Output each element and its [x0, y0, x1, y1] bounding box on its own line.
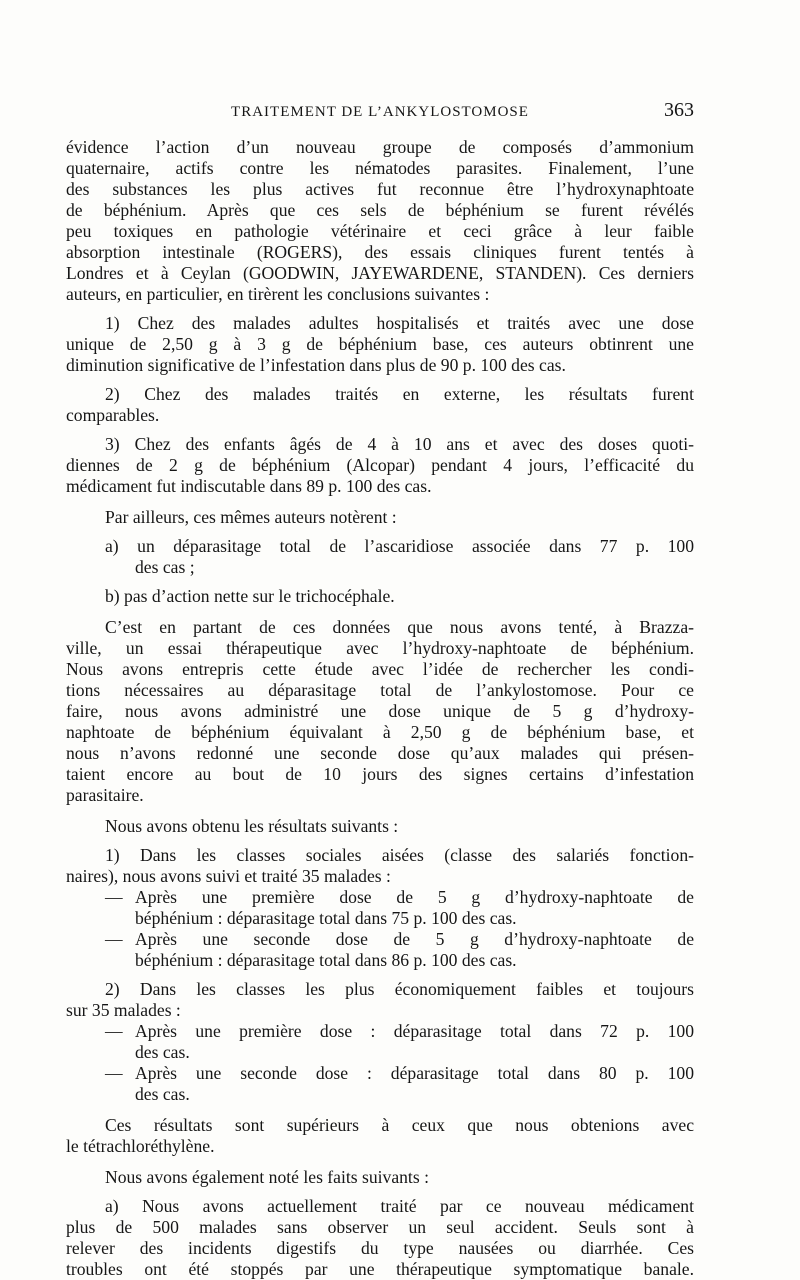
text-line: b) pas d’action nette sur le trichocéphale.: [105, 586, 395, 606]
text-line: tions nécessaires au déparasitage total de l’ankylostomose. Pour ce: [66, 680, 694, 700]
text-line: faire, nous avons administré une dose unique de 5 g d’hydroxy-: [66, 701, 694, 721]
text-line: naphtoate de béphénium équivalant à 2,50 g de béphénium base, et: [66, 722, 694, 742]
text-line: évidence l’action d’un nouveau groupe de composés d’ammonium: [66, 137, 694, 157]
text-line: ville, un essai thérapeutique avec l’hydroxy-naphtoate de béphénium.: [66, 638, 694, 658]
text-line: nous n’avons redonné une seconde dose qu’aux malades qui présen-: [66, 743, 694, 763]
text-line: le tétrachloréthylène.: [66, 1136, 215, 1156]
text-line: quaternaire, actifs contre les nématodes parasites. Finalement, l’une: [66, 158, 694, 178]
text-line: Par ailleurs, ces mêmes auteurs notèrent :: [105, 507, 397, 527]
text-line: taient encore au bout de 10 jours des signes certains d’infestation: [66, 764, 694, 784]
running-header: [66, 96, 694, 126]
body-text: [66, 137, 694, 1280]
text-line: Londres et à Ceylan (GOODWIN, JAYEWARDENE, STANDEN). Ces derniers: [66, 263, 694, 283]
text-line: naires), nous avons suivi et traité 35 malades :: [66, 866, 391, 886]
text-line: béphénium : déparasitage total dans 75 p. 100 des cas.: [135, 908, 517, 928]
text-line: Nous avons également noté les faits suivants :: [105, 1167, 429, 1187]
dash-marker: —: [105, 929, 123, 949]
text-line-content: Après une première dose : déparasitage total dans 72 p. 100: [135, 1021, 694, 1041]
text-line: des cas.: [135, 1042, 190, 1062]
text-line: peu toxiques en pathologie vétérinaire et ceci grâce à leur faible: [66, 221, 694, 241]
page-number: 363: [664, 99, 694, 121]
text-line-content: Après une première dose de 5 g d’hydroxy-naphtoate de: [135, 887, 694, 907]
text-line: 1) Chez des malades adultes hospitalisés et traités avec une dose: [105, 313, 694, 333]
text-line: troubles ont été stoppés par une thérapeutique symptomatique banale.: [66, 1259, 694, 1279]
text-line: C’est en partant de ces données que nous avons tenté, à Brazza-: [105, 617, 694, 637]
text-line: absorption intestinale (ROGERS), des essais cliniques furent tentés à: [66, 242, 694, 262]
text-line: auteurs, en particulier, en tirèrent les conclusions suivantes :: [66, 284, 490, 304]
text-line: [66, 1063, 694, 1084]
text-line: 2) Chez des malades traités en externe, les résultats furent: [105, 384, 694, 404]
text-line: des substances les plus actives fut reconnue être l’hydroxynaphtoate: [66, 179, 694, 199]
text-line: des cas.: [135, 1084, 190, 1104]
dash-marker: —: [105, 887, 123, 907]
running-title: TRAITEMENT DE L’ANKYLOSTOMOSE: [231, 104, 529, 120]
text-line-content: Après une seconde dose de 5 g d’hydroxy-naphtoate de: [135, 929, 694, 949]
text-line: plus de 500 malades sans observer un seul accident. Seuls sont à: [66, 1217, 694, 1237]
text-line: Ces résultats sont supérieurs à ceux que nous obtenions avec: [105, 1115, 694, 1135]
text-line: de béphénium. Après que ces sels de béphénium se furent révélés: [66, 200, 694, 220]
text-line: a) un déparasitage total de l’ascaridiose associée dans 77 p. 100: [105, 536, 694, 556]
text-line: relever des incidents digestifs du type nausées ou diarrhée. Ces: [66, 1238, 694, 1258]
text-line: des cas ;: [135, 557, 195, 577]
dash-marker: —: [105, 1063, 123, 1083]
text-line: 1) Dans les classes sociales aisées (classe des salariés fonction-: [105, 845, 694, 865]
text-line: [66, 887, 694, 908]
text-line: médicament fut indiscutable dans 89 p. 100 des cas.: [66, 476, 432, 496]
text-line: 3) Chez des enfants âgés de 4 à 10 ans et avec des doses quoti-: [105, 434, 694, 454]
text-line: Nous avons obtenu les résultats suivants :: [105, 816, 399, 836]
text-line: diennes de 2 g de béphénium (Alcopar) pendant 4 jours, l’efficacité du: [66, 455, 694, 475]
text-line: sur 35 malades :: [66, 1000, 181, 1020]
dash-marker: —: [105, 1021, 123, 1041]
text-line: béphénium : déparasitage total dans 86 p. 100 des cas.: [135, 950, 517, 970]
text-line: diminution significative de l’infestation dans plus de 90 p. 100 des cas.: [66, 355, 566, 375]
text-line: a) Nous avons actuellement traité par ce nouveau médicament: [105, 1196, 694, 1216]
text-line-content: Après une seconde dose : déparasitage total dans 80 p. 100: [135, 1063, 694, 1083]
text-line: parasitaire.: [66, 785, 144, 805]
text-line: unique de 2,50 g à 3 g de béphénium base, ces auteurs obtinrent une: [66, 334, 694, 354]
text-line: comparables.: [66, 405, 160, 425]
text-line: [66, 929, 694, 950]
text-line: 2) Dans les classes les plus économiquement faibles et toujours: [105, 979, 694, 999]
text-line: Nous avons entrepris cette étude avec l’idée de rechercher les condi-: [66, 659, 694, 679]
text-line: [66, 1021, 694, 1042]
